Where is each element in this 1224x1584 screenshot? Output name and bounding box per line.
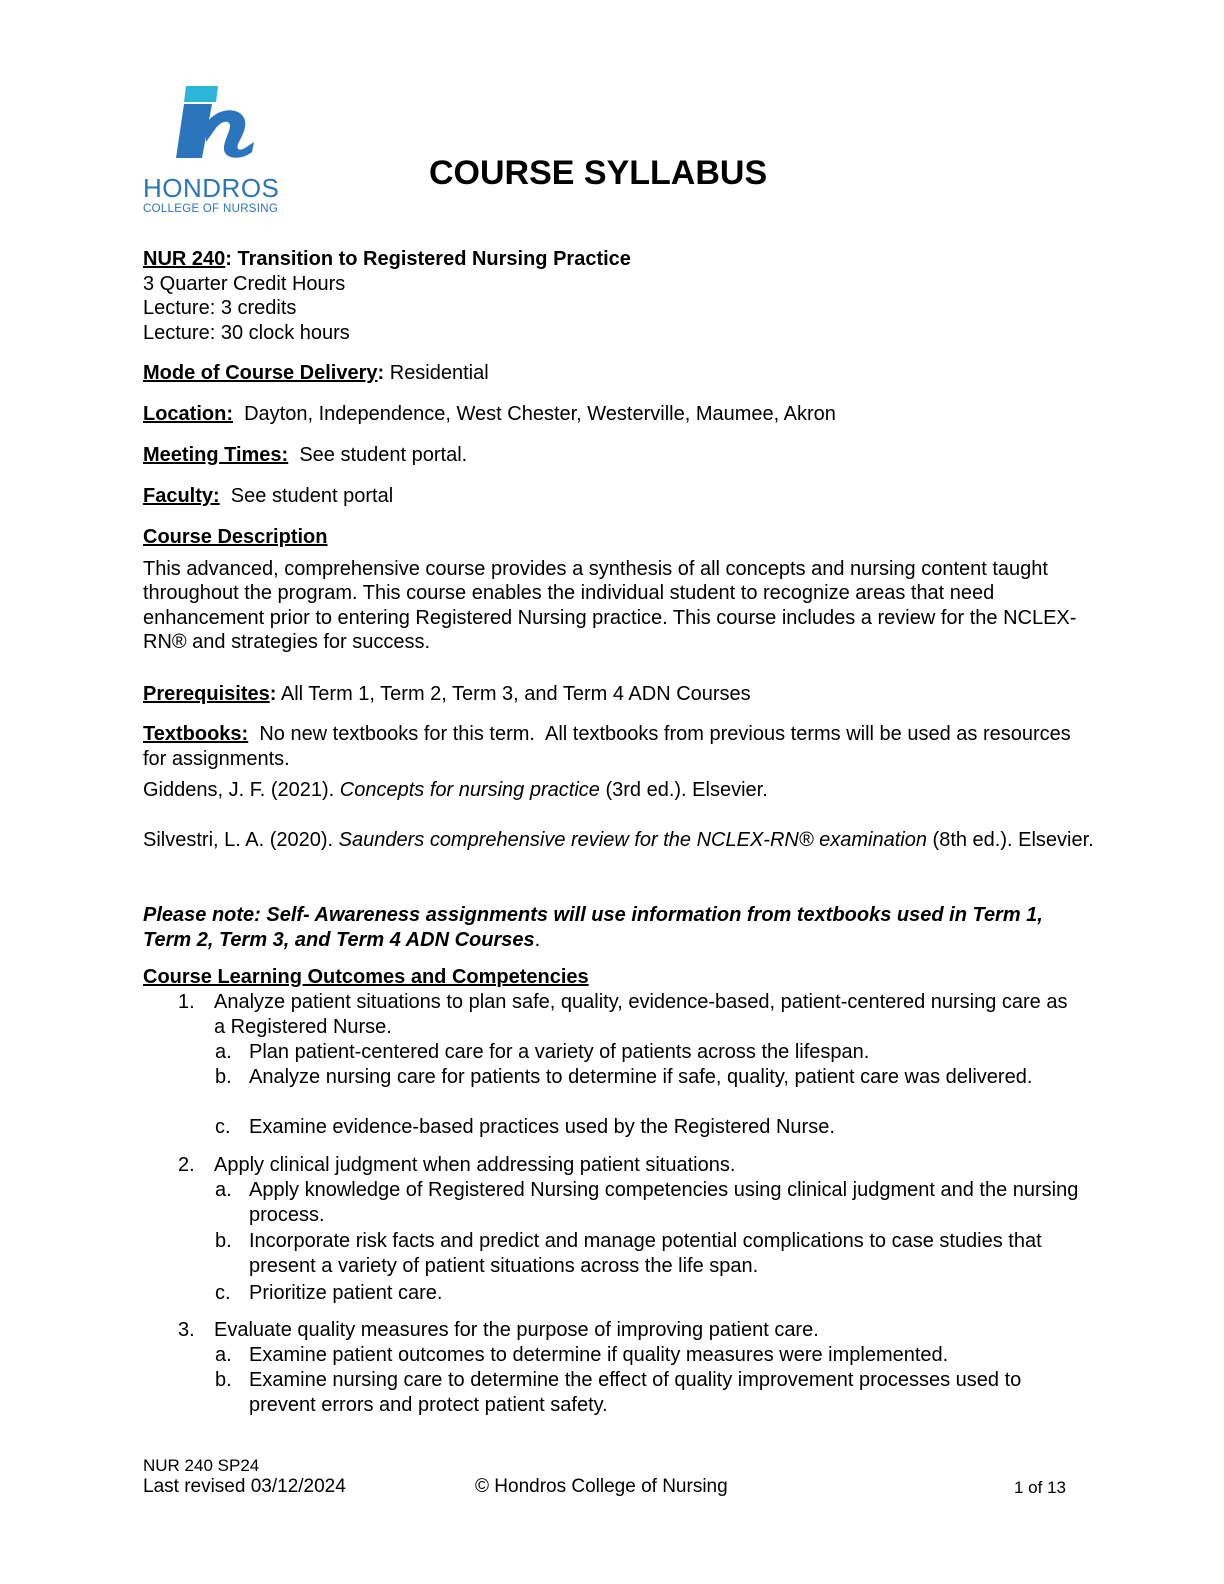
lecture-credits: Lecture: 3 credits bbox=[143, 297, 297, 319]
sub-outcome-text: Prioritize patient care. bbox=[249, 1282, 443, 1304]
prerequisites-label: Prerequisites bbox=[143, 683, 270, 705]
hondros-h-logo-icon bbox=[176, 80, 261, 160]
sub-outcome-letter: a. bbox=[215, 1344, 232, 1366]
footer-copyright: © Hondros College of Nursing bbox=[475, 1476, 728, 1497]
sub-outcome-letter: b. bbox=[215, 1066, 232, 1088]
description-text: This advanced, comprehensive course provides a synthesis of all concepts and nursing content taught throughout the program. This course enables the individual student to recognize areas that need enhancement prior to entering Registered Nursing practice. This course includes a review for the NCLEX-RN® and strategies for success. bbox=[143, 557, 1077, 653]
course-name: : Transition to Registered Nursing Practice bbox=[225, 248, 631, 270]
outcome-text: Analyze patient situations to plan safe, quality, evidence-based, patient-centered nursing care as a Registered Nurse. bbox=[214, 991, 1068, 1038]
outcome-number: 2. bbox=[178, 1154, 195, 1176]
note-text: Please note: Self- Awareness assignments will use information from textbooks used in Term 1, Term 2, Term 3, and Term 4 ADN Courses bbox=[143, 904, 1043, 951]
logo-subtitle: COLLEGE OF NURSING bbox=[143, 203, 279, 215]
textbooks bbox=[143, 722, 1078, 771]
credit-hours: 3 Quarter Credit Hours bbox=[143, 272, 346, 295]
sub-outcome-letter: a. bbox=[215, 1179, 232, 1201]
prerequisites bbox=[143, 682, 1078, 707]
location-label: Location: bbox=[143, 403, 233, 425]
course-header bbox=[143, 247, 1078, 345]
meeting-label: Meeting Times: bbox=[143, 444, 289, 466]
description-heading: Course Description bbox=[143, 526, 328, 548]
note bbox=[143, 903, 1078, 952]
course-description bbox=[143, 525, 1078, 655]
mode-value: Residential bbox=[384, 362, 489, 384]
logo-name: HONDROS bbox=[143, 173, 280, 203]
prerequisites-sep: : bbox=[269, 683, 277, 705]
sub-outcome-text: Examine patient outcomes to determine if quality measures were implemented. bbox=[249, 1344, 949, 1366]
prerequisites-value: All Term 1, Term 2, Term 3, and Term 4 ADN Courses bbox=[276, 683, 751, 705]
sub-outcome-letter: c. bbox=[215, 1282, 231, 1304]
ref1-author: Giddens, J. F. (2021). bbox=[143, 779, 340, 801]
footer-code: NUR 240 SP24 bbox=[143, 1456, 260, 1475]
outcome-number: 1. bbox=[178, 991, 195, 1013]
note-end: . bbox=[534, 928, 541, 951]
faculty-value: See student portal bbox=[219, 485, 394, 507]
college-logo bbox=[140, 80, 300, 220]
sub-outcome-text: Examine evidence-based practices used by the Registered Nurse. bbox=[249, 1116, 835, 1138]
sub-outcome-text: Examine nursing care to determine the effect of quality improvement processes used to prevent errors and protect patient safety. bbox=[249, 1369, 1022, 1416]
course-code: NUR 240 bbox=[143, 248, 226, 270]
ref1-title: Concepts for nursing practice bbox=[339, 779, 600, 801]
ref1-edition: (3rd ed.). Elsevier. bbox=[599, 779, 768, 801]
textbooks-intro: No new textbooks for this term. All textbooks from previous terms will be used as resources for assignments. bbox=[143, 723, 1077, 770]
footer-revised: Last revised 03/12/2024 bbox=[143, 1476, 346, 1497]
ref2-title: Saunders comprehensive review for the NCLEX-RN® examination bbox=[338, 829, 927, 851]
mode-label: Mode of Course Delivery bbox=[143, 362, 378, 384]
mode-of-delivery bbox=[143, 361, 1078, 386]
sub-outcome-text: Incorporate risk facts and predict and manage potential complications to case studies that present a variety of patient situations across the life span. bbox=[249, 1230, 1042, 1277]
sub-outcome-text: Plan patient-centered care for a variety of patients across the lifespan. bbox=[249, 1041, 870, 1063]
sub-outcome-letter: b. bbox=[215, 1230, 232, 1252]
sub-outcome-letter: a. bbox=[215, 1041, 232, 1063]
meeting-times bbox=[143, 443, 1078, 468]
faculty bbox=[143, 484, 1078, 509]
outcome-text: Apply clinical judgment when addressing patient situations. bbox=[214, 1154, 736, 1176]
location-value: Dayton, Independence, West Chester, Westerville, Maumee, Akron bbox=[233, 403, 836, 425]
page-number: 1 of 13 bbox=[1014, 1478, 1066, 1497]
mode-sep: : bbox=[377, 362, 385, 384]
sub-outcome-text: Analyze nursing care for patients to determine if safe, quality, patient care was delivered. bbox=[249, 1066, 1033, 1088]
textbooks-label: Textbooks: bbox=[143, 723, 249, 745]
outcome-number: 3. bbox=[178, 1319, 195, 1341]
location bbox=[143, 402, 1078, 427]
outcomes-heading: Course Learning Outcomes and Competencies bbox=[143, 966, 589, 988]
lecture-hours: Lecture: 30 clock hours bbox=[143, 321, 350, 344]
textbook-ref-1 bbox=[143, 778, 1078, 803]
meeting-value: See student portal. bbox=[288, 444, 468, 466]
sub-outcome-letter: b. bbox=[215, 1369, 232, 1391]
sub-outcome-letter: c. bbox=[215, 1116, 231, 1138]
page-title: COURSE SYLLABUS bbox=[429, 154, 768, 192]
sub-outcome-text: Apply knowledge of Registered Nursing competencies using clinical judgment and the nursing process. bbox=[249, 1179, 1079, 1226]
ref2-edition: (8th ed.). Elsevier. bbox=[926, 829, 1094, 851]
faculty-label: Faculty: bbox=[143, 485, 220, 507]
outcome-text: Evaluate quality measures for the purpose of improving patient care. bbox=[214, 1319, 819, 1341]
ref2-author: Silvestri, L. A. (2020). bbox=[143, 829, 339, 851]
textbook-ref-2 bbox=[143, 828, 1150, 853]
